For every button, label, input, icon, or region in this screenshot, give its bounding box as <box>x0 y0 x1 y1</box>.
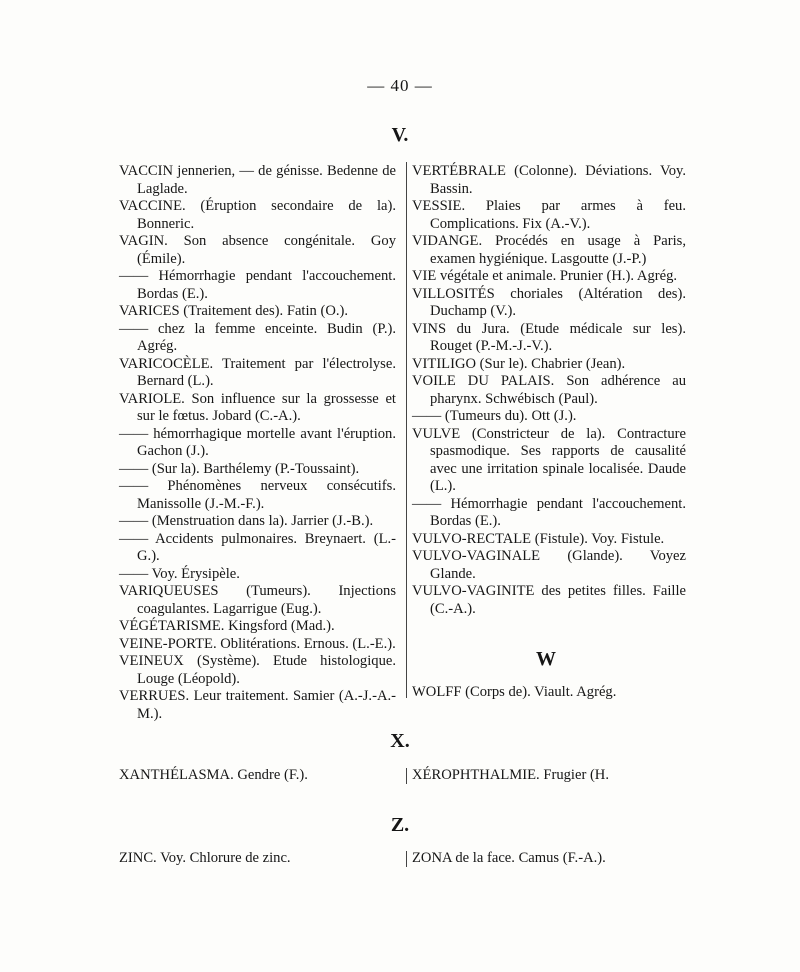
index-entry: VULVO-VAGINALE (Glande). Voyez Glande. <box>412 548 686 582</box>
index-entry: XÉROPHTHALMIE. Frugier (H. <box>412 767 609 783</box>
column-divider <box>406 851 407 867</box>
index-entry: VEINE-PORTE. Oblitérations. Ernous. (L.-E.). <box>119 635 396 652</box>
index-entry: —— Hémorrhagie pendant l'accouchement. Bordas (E.). <box>412 495 686 529</box>
index-entry: —— Hémorrhagie pendant l'accouchement. Bordas (E.). <box>119 268 396 302</box>
index-entry: VEINEUX (Système). Etude histologique. Louge (Léopold). <box>119 653 396 687</box>
index-entry: VACCIN jennerien, — de génisse. Bedenne de Laglade. <box>119 163 396 197</box>
index-entry: VARICOCÈLE. Traitement par l'électrolyse. Bernard (L.). <box>119 355 396 389</box>
index-entry: VULVO-VAGINITE des petites filles. Faille (C.-A.). <box>412 583 686 617</box>
index-entry: VULVO-RECTALE (Fistule). Voy. Fistule. <box>412 530 665 547</box>
index-entry: VERTÉBRALE (Colonne). Déviations. Voy. Bassin. <box>412 163 686 197</box>
index-entry: VERRUES. Leur traitement. Samier (A.-J.-A.-M.). <box>119 688 396 722</box>
index-entry: VARIQUEUSES (Tumeurs). Injections coagulantes. Lagarrigue (Eug.). <box>119 583 396 617</box>
index-entry: VESSIE. Plaies par armes à feu. Complications. Fix (A.-V.). <box>412 198 686 232</box>
column-divider <box>406 768 407 784</box>
index-entry: VULVE (Constricteur de la). Contracture spasmodique. Ses rapports de causalité avec une irritation spinale localisée. Daude (L.). <box>412 425 686 494</box>
index-entry: —— hémorrhagique mortelle avant l'éruption. Gachon (J.). <box>119 425 396 459</box>
index-entry: VARICES (Traitement des). Fatin (O.). <box>119 303 349 319</box>
index-entry: —— Accidents pulmonaires. Breynaert. (L.-G.). <box>119 530 396 564</box>
section-letter-x: X. <box>390 730 410 752</box>
index-entry: —— (Menstruation dans la). Jarrier (J.-B.). <box>119 513 374 529</box>
index-entry: VAGIN. Son absence congénitale. Goy (Émile). <box>119 233 396 267</box>
index-entry: WOLFF (Corps de). Viault. Agrég. <box>412 684 617 700</box>
index-entry: VINS du Jura. (Etude médicale sur les). Rouget (P.-M.-J.-V.). <box>412 320 686 354</box>
index-entry: VIE végétale et animale. Prunier (H.). Agrég. <box>412 268 678 284</box>
index-entry: ZINC. Voy. Chlorure de zinc. <box>119 850 291 866</box>
index-entry: VITILIGO (Sur le). Chabrier (Jean). <box>412 355 626 372</box>
section-letter-w: W <box>536 648 556 670</box>
section-letter-v: V. <box>391 124 409 146</box>
index-entry: VOILE DU PALAIS. Son adhérence au pharynx. Schwébisch (Paul). <box>412 373 686 407</box>
right-column <box>412 163 686 618</box>
index-entry: —— chez la femme enceinte. Budin (P.). Agrég. <box>119 320 396 354</box>
index-entry: —— (Tumeurs du). Ott (J.). <box>412 408 577 424</box>
page-number: — 40 — <box>367 76 433 95</box>
index-entry: VIDANGE. Procédés en usage à Paris, examen hygiénique. Lasgoutte (J.-P.) <box>412 233 686 267</box>
index-entry: —— Phénomènes nerveux consécutifs. Manissolle (J.-M.-F.). <box>119 478 396 512</box>
section-letter-z: Z. <box>390 814 410 836</box>
left-column <box>119 163 396 723</box>
column-divider <box>406 162 407 698</box>
index-entry: ZONA de la face. Camus (F.-A.). <box>412 850 606 866</box>
index-entry: —— (Sur la). Barthélemy (P.-Toussaint). <box>119 460 360 477</box>
index-entry: VÉGÉTARISME. Kingsford (Mad.). <box>119 618 335 634</box>
index-entry: —— Voy. Érysipèle. <box>119 565 240 582</box>
index-entry: VACCINE. (Éruption secondaire de la). Bonneric. <box>119 198 396 232</box>
index-entry: VILLOSITÉS choriales (Altération des). Duchamp (V.). <box>412 285 686 319</box>
index-entry: XANTHÉLASMA. Gendre (F.). <box>119 767 308 783</box>
index-entry: VARIOLE. Son influence sur la grossesse et sur le fœtus. Jobard (C.-A.). <box>119 390 396 424</box>
